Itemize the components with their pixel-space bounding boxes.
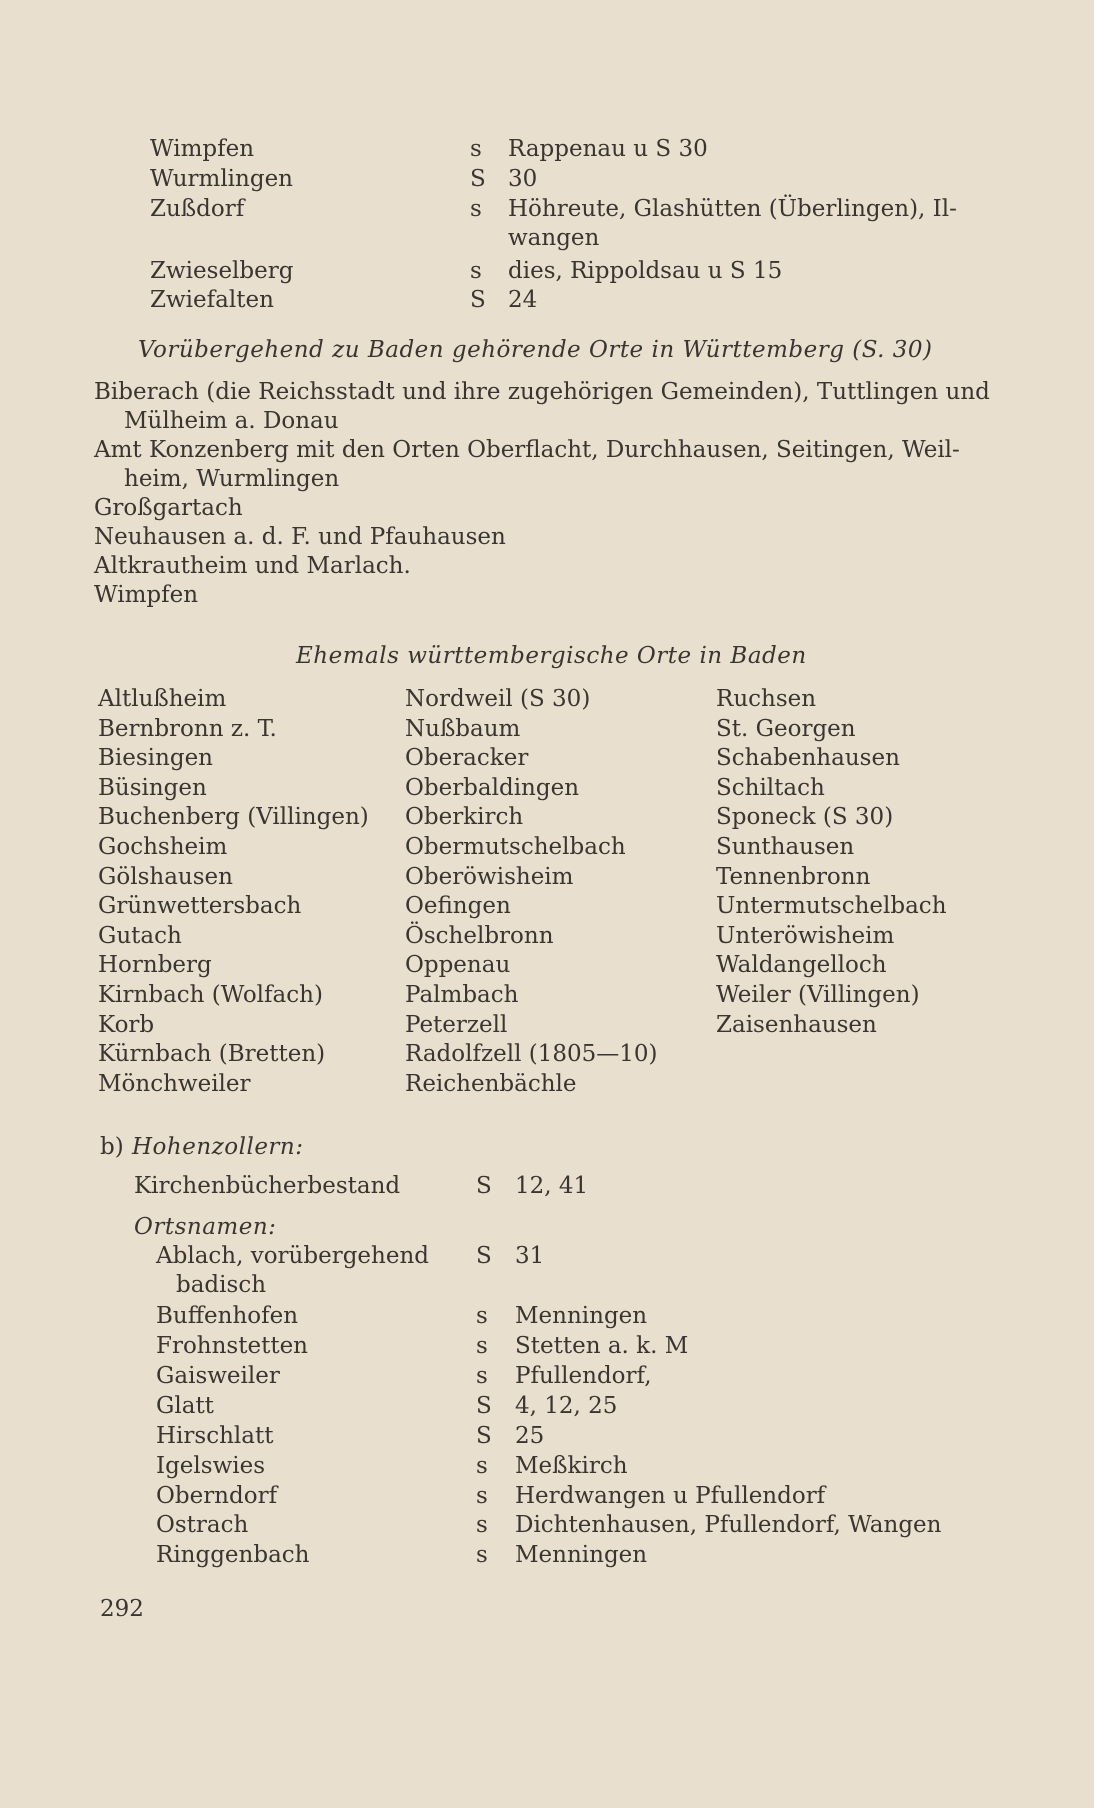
list-item: Bernbronn z. T. xyxy=(98,715,277,742)
list-item: Gölshausen xyxy=(98,863,233,890)
list-item: Korb xyxy=(98,1011,155,1038)
list-item: Radolfzell (1805—10) xyxy=(405,1041,658,1068)
entry-name: Ostrach xyxy=(156,1512,249,1538)
entry-ref: Dichtenhausen, Pfullendorf, Wangen xyxy=(515,1512,942,1538)
list-item: Oberacker xyxy=(405,745,529,772)
list-item: Obermutschelbach xyxy=(405,833,626,860)
section-heading-hohenzollern: Hohenzollern: xyxy=(132,1134,304,1160)
list-item: Reichenbächle xyxy=(405,1070,577,1097)
list-item: Peterzell xyxy=(405,1011,508,1038)
list-item: Öschelbronn xyxy=(405,922,554,949)
entry-marker: S xyxy=(476,1423,492,1449)
list-item: Schabenhausen xyxy=(716,745,900,772)
list-item: Unteröwisheim xyxy=(716,922,895,949)
list-item: Nußbaum xyxy=(405,715,521,742)
list-item: Oberöwisheim xyxy=(405,863,574,890)
entry-marker: s xyxy=(470,258,482,284)
entry-ref: Meßkirch xyxy=(515,1453,628,1479)
list-item: Biesingen xyxy=(98,745,213,772)
entry-marker: S xyxy=(470,287,486,313)
list-item: St. Georgen xyxy=(716,715,856,742)
list-item: Gutach xyxy=(98,922,182,949)
entry-name: Buffenhofen xyxy=(156,1303,299,1329)
list-item: Waldangelloch xyxy=(716,952,887,979)
entry-ref: 4, 12, 25 xyxy=(515,1393,618,1419)
entry-ref: Höhreute, Glashütten (Überlingen), Il- xyxy=(508,196,957,222)
list-item: Büsingen xyxy=(98,774,207,801)
entry-name: Frohnstetten xyxy=(156,1333,308,1359)
entry-ref: 31 xyxy=(515,1243,545,1269)
former-places-column-1 xyxy=(98,685,369,1099)
entry-ref: Rappenau u S 30 xyxy=(508,136,708,162)
list-item: Sponeck (S 30) xyxy=(716,804,894,831)
list-item: Zaisenhausen xyxy=(716,1011,877,1038)
list-item: Amt Konzenberg mit den Orten Oberflacht, Durchhausen, Seitingen, Weil- xyxy=(94,437,960,463)
list-item: Ruchsen xyxy=(716,686,817,712)
entry-marker: s xyxy=(476,1453,488,1479)
entry-marker: S xyxy=(476,1243,492,1269)
entry-ref: dies, Rippoldsau u S 15 xyxy=(508,258,783,284)
entry-marker: s xyxy=(470,136,482,162)
entry-name: Wurmlingen xyxy=(150,166,293,192)
entry-name: Zwiefalten xyxy=(150,287,274,313)
entry-marker: s xyxy=(476,1333,488,1359)
entry-name-continuation: badisch xyxy=(176,1272,267,1298)
former-places-column-3 xyxy=(716,685,947,1040)
entry-name: Gaisweiler xyxy=(156,1363,280,1389)
entry-name: Zußdorf xyxy=(150,196,245,222)
list-item: Kirnbach (Wolfach) xyxy=(98,981,323,1008)
entry-marker: s xyxy=(476,1542,488,1568)
entry-name: Zwieselberg xyxy=(150,258,294,284)
entry-ref: 24 xyxy=(508,287,538,313)
entry-marker: s xyxy=(476,1303,488,1329)
list-item: Oberkirch xyxy=(405,804,524,831)
list-item: Grünwettersbach xyxy=(98,893,302,920)
entry-ref: Menningen xyxy=(515,1303,648,1329)
section-b-label: b) xyxy=(100,1134,124,1160)
entry-ref: Menningen xyxy=(515,1542,648,1568)
list-item: Oefingen xyxy=(405,893,511,920)
former-places-column-2 xyxy=(405,685,658,1099)
entry-marker: S xyxy=(476,1393,492,1419)
entry-name: Ablach, vorübergehend xyxy=(156,1243,429,1269)
temporary-places-list xyxy=(94,378,994,610)
entry-name: Glatt xyxy=(156,1393,214,1419)
entry-name: Wimpfen xyxy=(150,136,255,162)
entry-marker: s xyxy=(476,1363,488,1389)
ortsnamen-heading: Ortsnamen: xyxy=(134,1214,277,1240)
list-item: Buchenberg (Villingen) xyxy=(98,804,369,831)
list-item: Sunthausen xyxy=(716,833,855,860)
entry-ref: 25 xyxy=(515,1423,545,1449)
list-item: Nordweil (S 30) xyxy=(405,686,591,712)
page-number: 292 xyxy=(100,1596,144,1622)
entry-ref-continuation: wangen xyxy=(508,225,600,251)
list-item: Oberbaldingen xyxy=(405,774,580,801)
list-item: Hornberg xyxy=(98,952,212,979)
kirchen-name: Kirchenbücherbestand xyxy=(134,1173,401,1199)
list-item: Oppenau xyxy=(405,952,511,979)
entry-ref: Pfullendorf, xyxy=(515,1363,652,1389)
list-item-continuation: heim, Wurmlingen xyxy=(124,466,340,492)
list-item: Altlußheim xyxy=(98,686,227,712)
list-item: Palmbach xyxy=(405,981,519,1008)
entry-ref: Herdwangen u Pfullendorf xyxy=(515,1483,826,1509)
list-item-continuation: Mülheim a. Donau xyxy=(124,408,339,434)
list-item: Neuhausen a. d. F. und Pfauhausen xyxy=(94,524,506,550)
list-item: Weiler (Villingen) xyxy=(716,981,920,1008)
entry-ref: 30 xyxy=(508,166,538,192)
entry-marker: S xyxy=(470,166,486,192)
entry-ref: Stetten a. k. M xyxy=(515,1333,689,1359)
list-item: Tennenbronn xyxy=(716,863,871,890)
list-item: Wimpfen xyxy=(94,582,199,608)
list-item: Schiltach xyxy=(716,774,825,801)
entry-marker: s xyxy=(476,1512,488,1538)
list-item: Biberach (die Reichsstadt und ihre zugehörigen Gemeinden), Tuttlingen und xyxy=(94,379,990,405)
section-heading-temporary: Vorübergehend zu Baden gehörende Orte in Württemberg (S. 30) xyxy=(138,337,933,363)
list-item: Großgartach xyxy=(94,495,243,521)
entry-name: Ringgenbach xyxy=(156,1542,310,1568)
list-item: Untermutschelbach xyxy=(716,893,947,920)
entry-marker: s xyxy=(476,1483,488,1509)
entry-name: Igelswies xyxy=(156,1453,266,1479)
entry-name: Hirschlatt xyxy=(156,1423,274,1449)
entry-name: Oberndorf xyxy=(156,1483,278,1509)
list-item: Altkrautheim und Marlach. xyxy=(94,553,411,579)
list-item: Mönchweiler xyxy=(98,1070,251,1097)
entry-marker: s xyxy=(470,196,482,222)
section-heading-former: Ehemals württembergische Orte in Baden xyxy=(296,643,807,669)
kirchen-marker: S xyxy=(476,1173,492,1199)
list-item: Kürnbach (Bretten) xyxy=(98,1041,326,1068)
list-item: Gochsheim xyxy=(98,833,228,860)
kirchen-ref: 12, 41 xyxy=(515,1173,589,1199)
